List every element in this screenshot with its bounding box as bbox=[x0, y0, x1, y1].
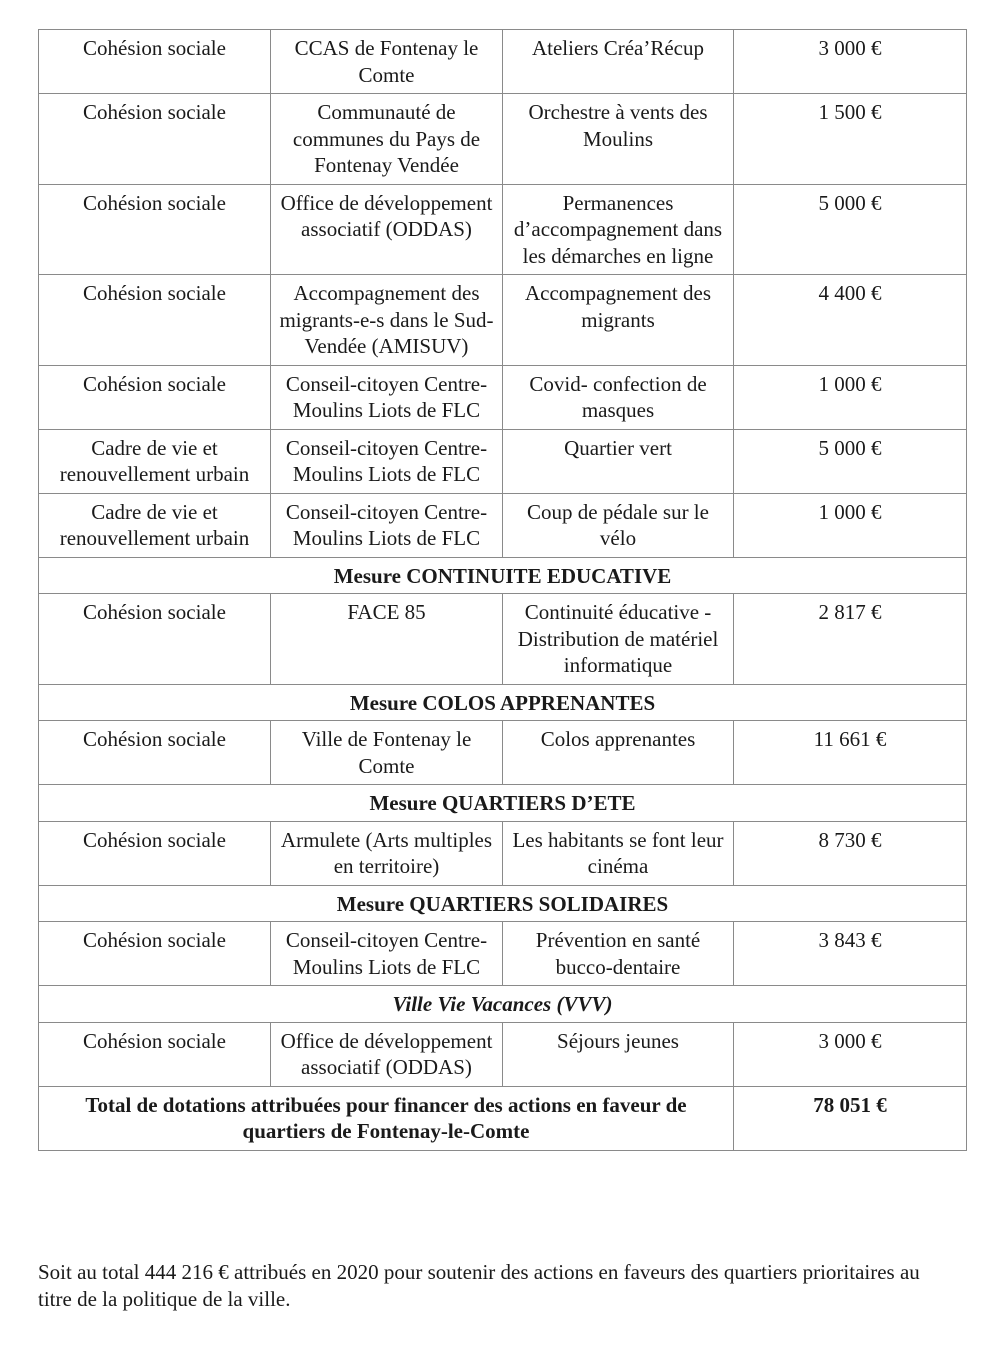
section-header: Mesure QUARTIERS D’ETE bbox=[39, 785, 967, 822]
cell-action: Coup de pédale sur le vélo bbox=[503, 493, 734, 557]
cell-domain: Cohésion sociale bbox=[39, 30, 271, 94]
cell-organization: CCAS de Fontenay le Comte bbox=[271, 30, 503, 94]
table-row bbox=[39, 429, 967, 493]
cell-organization: Conseil-citoyen Centre-Moulins Liots de FLC bbox=[271, 429, 503, 493]
section-header-row bbox=[39, 785, 967, 822]
table-row bbox=[39, 365, 967, 429]
cell-domain: Cohésion sociale bbox=[39, 275, 271, 366]
table-row bbox=[39, 721, 967, 785]
cell-action: Colos apprenantes bbox=[503, 721, 734, 785]
cell-organization: Conseil-citoyen Centre-Moulins Liots de FLC bbox=[271, 493, 503, 557]
grants-table bbox=[38, 29, 967, 1151]
cell-domain: Cohésion sociale bbox=[39, 721, 271, 785]
table-row bbox=[39, 1022, 967, 1086]
cell-organization: Armulete (Arts multiples en territoire) bbox=[271, 821, 503, 885]
cell-organization: FACE 85 bbox=[271, 594, 503, 685]
cell-organization: Office de développement associatif (ODDAS) bbox=[271, 1022, 503, 1086]
cell-action: Orchestre à vents des Moulins bbox=[503, 94, 734, 185]
cell-organization: Office de développement associatif (ODDAS) bbox=[271, 184, 503, 275]
cell-action: Les habitants se font leur cinéma bbox=[503, 821, 734, 885]
cell-amount: 1 500 € bbox=[734, 94, 967, 185]
table-row bbox=[39, 594, 967, 685]
cell-amount: 3 000 € bbox=[734, 1022, 967, 1086]
cell-action: Covid- confection de masques bbox=[503, 365, 734, 429]
grants-table-container bbox=[38, 29, 966, 1151]
cell-action: Accompagnement des migrants bbox=[503, 275, 734, 366]
cell-domain: Cadre de vie et renouvellement urbain bbox=[39, 429, 271, 493]
cell-amount: 3 000 € bbox=[734, 30, 967, 94]
cell-action: Ateliers Créa’Récup bbox=[503, 30, 734, 94]
table-row bbox=[39, 30, 967, 94]
total-amount: 78 051 € bbox=[734, 1086, 967, 1150]
section-header-row bbox=[39, 557, 967, 594]
section-header: Mesure COLOS APPRENANTES bbox=[39, 684, 967, 721]
table-row bbox=[39, 922, 967, 986]
cell-domain: Cohésion sociale bbox=[39, 922, 271, 986]
cell-amount: 5 000 € bbox=[734, 184, 967, 275]
cell-domain: Cadre de vie et renouvellement urbain bbox=[39, 493, 271, 557]
total-label: Total de dotations attribuées pour financer des actions en faveur de quartiers de Fontenay-le-Comte bbox=[39, 1086, 734, 1150]
cell-amount: 2 817 € bbox=[734, 594, 967, 685]
cell-domain: Cohésion sociale bbox=[39, 365, 271, 429]
section-header-row bbox=[39, 986, 967, 1023]
section-header: Mesure QUARTIERS SOLIDAIRES bbox=[39, 885, 967, 922]
cell-domain: Cohésion sociale bbox=[39, 94, 271, 185]
cell-amount: 3 843 € bbox=[734, 922, 967, 986]
cell-amount: 5 000 € bbox=[734, 429, 967, 493]
section-header-row bbox=[39, 684, 967, 721]
cell-action: Quartier vert bbox=[503, 429, 734, 493]
table-row bbox=[39, 94, 967, 185]
table-row bbox=[39, 275, 967, 366]
cell-action: Séjours jeunes bbox=[503, 1022, 734, 1086]
cell-organization: Communauté de communes du Pays de Fontenay Vendée bbox=[271, 94, 503, 185]
summary-paragraph: Soit au total 444 216 € attribués en 2020 pour soutenir des actions en faveurs des quartiers prioritaires au titre de la politique de la ville. bbox=[38, 1260, 920, 1311]
cell-action: Prévention en santé bucco-dentaire bbox=[503, 922, 734, 986]
cell-organization: Accompagnement des migrants-e-s dans le Sud-Vendée (AMISUV) bbox=[271, 275, 503, 366]
table-row bbox=[39, 821, 967, 885]
section-header: Ville Vie Vacances (VVV) bbox=[39, 986, 967, 1023]
total-row bbox=[39, 1086, 967, 1150]
section-header: Mesure CONTINUITE EDUCATIVE bbox=[39, 557, 967, 594]
table-row bbox=[39, 184, 967, 275]
cell-domain: Cohésion sociale bbox=[39, 821, 271, 885]
cell-domain: Cohésion sociale bbox=[39, 594, 271, 685]
cell-action: Continuité éducative - Distribution de matériel informatique bbox=[503, 594, 734, 685]
section-header-row bbox=[39, 885, 967, 922]
table-row bbox=[39, 493, 967, 557]
cell-domain: Cohésion sociale bbox=[39, 1022, 271, 1086]
cell-amount: 4 400 € bbox=[734, 275, 967, 366]
cell-amount: 8 730 € bbox=[734, 821, 967, 885]
cell-action: Permanences d’accompagnement dans les démarches en ligne bbox=[503, 184, 734, 275]
cell-organization: Ville de Fontenay le Comte bbox=[271, 721, 503, 785]
cell-organization: Conseil-citoyen Centre-Moulins Liots de FLC bbox=[271, 922, 503, 986]
cell-amount: 1 000 € bbox=[734, 493, 967, 557]
cell-organization: Conseil-citoyen Centre-Moulins Liots de FLC bbox=[271, 365, 503, 429]
cell-domain: Cohésion sociale bbox=[39, 184, 271, 275]
cell-amount: 11 661 € bbox=[734, 721, 967, 785]
cell-amount: 1 000 € bbox=[734, 365, 967, 429]
